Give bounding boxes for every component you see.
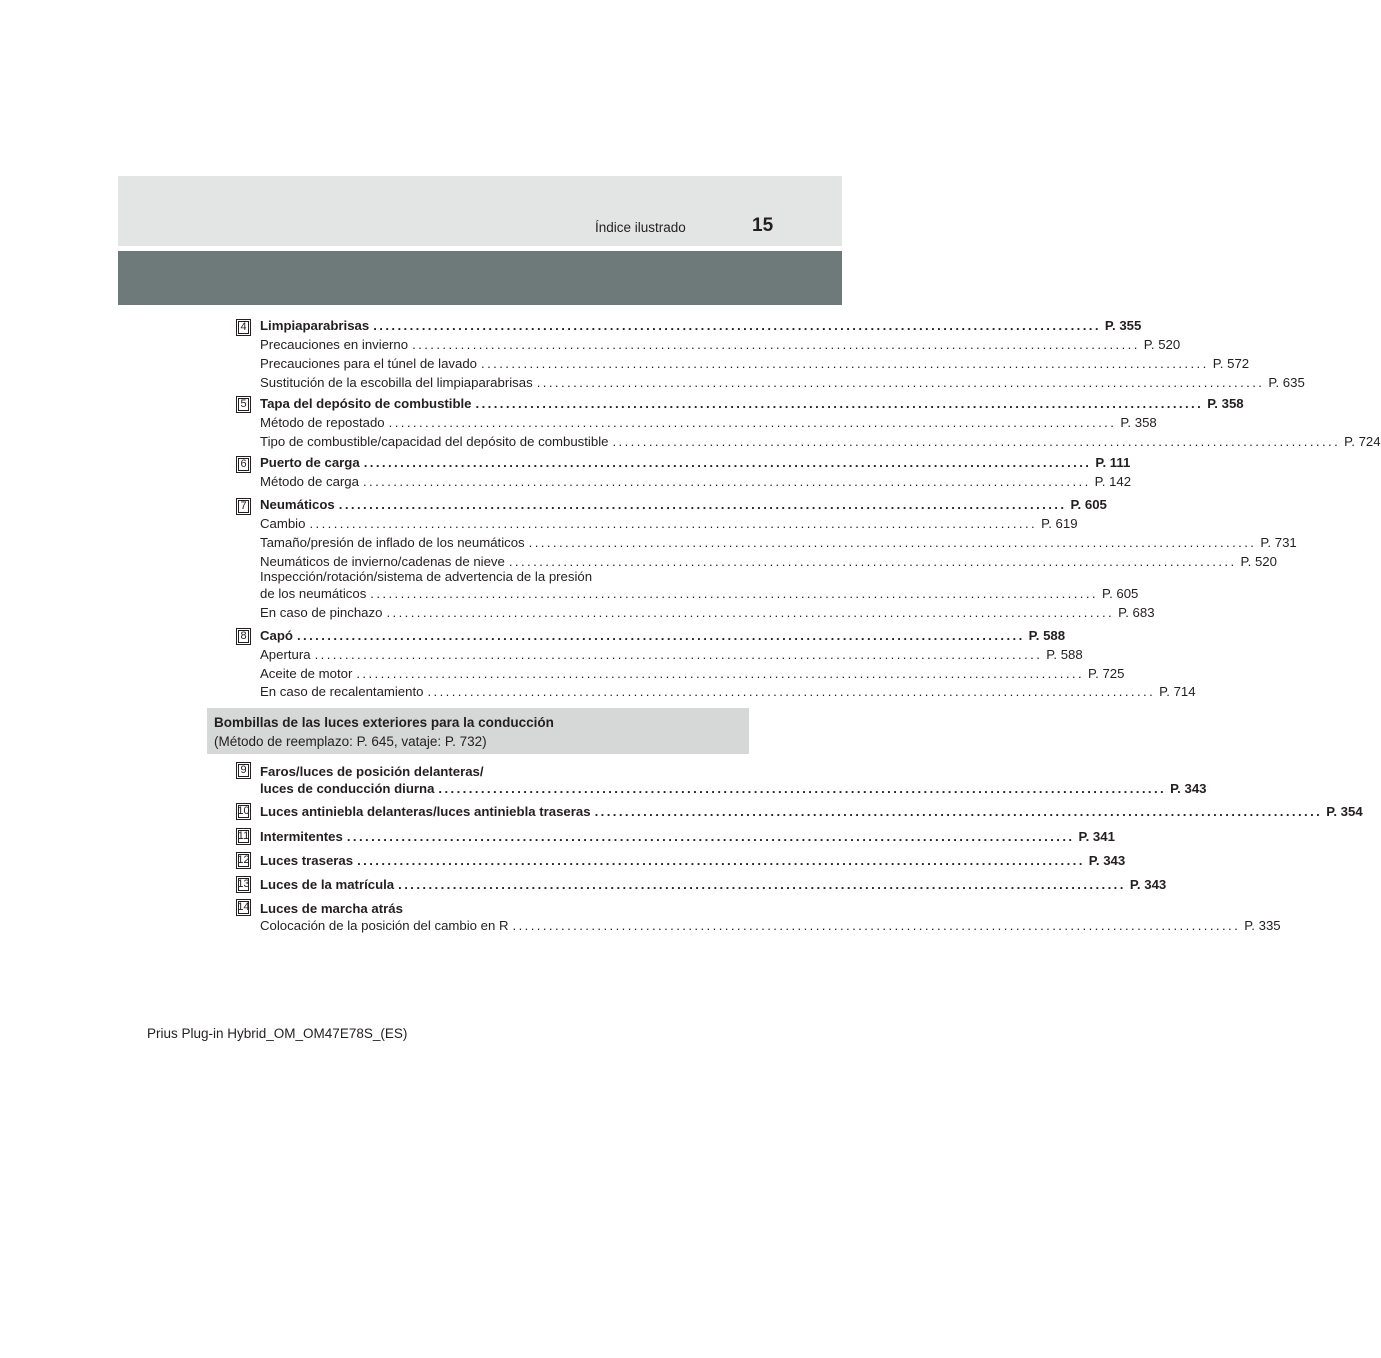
index-entry[interactable]: luces de conducción diurna ........................................................................................................................ P. 343 [260,781,1207,796]
index-entry[interactable]: Apertura ........................................................................................................................ P. 588 [260,647,1083,662]
item-number-badge: 12 [236,852,251,869]
index-entry-line[interactable]: Inspección/rotación/sistema de advertencia de la presión [260,569,593,584]
item-number-badge: 4 [236,319,251,336]
item-number-badge: 13 [236,876,251,893]
index-entry[interactable]: Colocación de la posición del cambio en R ........................................................................................................................ P. 335 [260,918,1281,933]
footer-document-id: Prius Plug-in Hybrid_OM_OM47E78S_(ES) [147,1026,408,1041]
item-number-badge: 14 [236,899,251,916]
header-band [118,251,842,305]
index-entry[interactable]: Precauciones en invierno ........................................................................................................................ P. 520 [260,337,1181,352]
index-entry[interactable]: Luces de la matrícula ........................................................................................................................ P. 343 [260,877,1167,892]
index-entry[interactable]: Cambio ........................................................................................................................ P. 619 [260,516,1078,531]
index-entry[interactable]: En caso de recalentamiento ........................................................................................................................ P. 714 [260,684,1196,699]
index-entry[interactable]: Neumáticos ........................................................................................................................ P. 605 [260,497,1107,512]
section-title: Índice ilustrado [595,220,686,235]
index-entry[interactable]: de los neumáticos ........................................................................................................................ P. 605 [260,586,1139,601]
index-entry-line[interactable]: Luces de marcha atrás [260,901,403,916]
bulbs-section-title: Bombillas de las luces exteriores para la conducción [214,715,554,730]
index-entry[interactable]: En caso de pinchazo ........................................................................................................................ P. 683 [260,605,1155,620]
index-entry[interactable]: Sustitución de la escobilla del limpiaparabrisas ........................................................................................................................ P. 635 [260,375,1305,390]
page-number: 15 [752,215,774,236]
item-number-badge: 5 [236,396,251,413]
bulbs-section-subtitle: (Método de reemplazo: P. 645, vataje: P. 732) [214,734,487,749]
index-entry[interactable]: Luces traseras ........................................................................................................................ P. 343 [260,853,1126,868]
item-number-badge: 8 [236,628,251,645]
index-entry[interactable]: Tamaño/presión de inflado de los neumáticos ........................................................................................................................ P. 731 [260,535,1297,550]
index-entry[interactable]: Tipo de combustible/capacidad del depósito de combustible ........................................................................................................................ P. 724 [260,434,1381,449]
index-entry[interactable]: Luces antiniebla delanteras/luces antiniebla traseras ........................................................................................................................ P. 354 [260,804,1363,819]
bulbs-section-box [207,708,749,754]
index-entry[interactable]: Precauciones para el túnel de lavado ........................................................................................................................ P. 572 [260,356,1250,371]
item-number-badge: 6 [236,456,251,473]
index-entry[interactable]: Puerto de carga ........................................................................................................................ P. 111 [260,455,1131,470]
item-number-badge: 9 [236,762,251,779]
item-number-badge: 10 [236,803,251,820]
index-entry[interactable]: Intermitentes ........................................................................................................................ P. 341 [260,829,1115,844]
index-entry[interactable]: Capó ........................................................................................................................ P. 588 [260,628,1066,643]
item-number-badge: 7 [236,498,251,515]
header-bar [118,176,842,246]
index-entry[interactable]: Neumáticos de invierno/cadenas de nieve ........................................................................................................................ P. 520 [260,554,1277,569]
index-entry[interactable]: Método de carga ........................................................................................................................ P. 142 [260,474,1132,489]
index-entry[interactable]: Método de repostado ........................................................................................................................ P. 358 [260,415,1157,430]
index-entry-line[interactable]: Faros/luces de posición delanteras/ [260,764,484,779]
index-entry[interactable]: Limpiaparabrisas ........................................................................................................................ P. 355 [260,318,1142,333]
item-number-badge: 11 [236,828,251,845]
index-entry[interactable]: Aceite de motor ........................................................................................................................ P. 725 [260,666,1125,681]
index-entry[interactable]: Tapa del depósito de combustible ........................................................................................................................ P. 358 [260,396,1244,411]
